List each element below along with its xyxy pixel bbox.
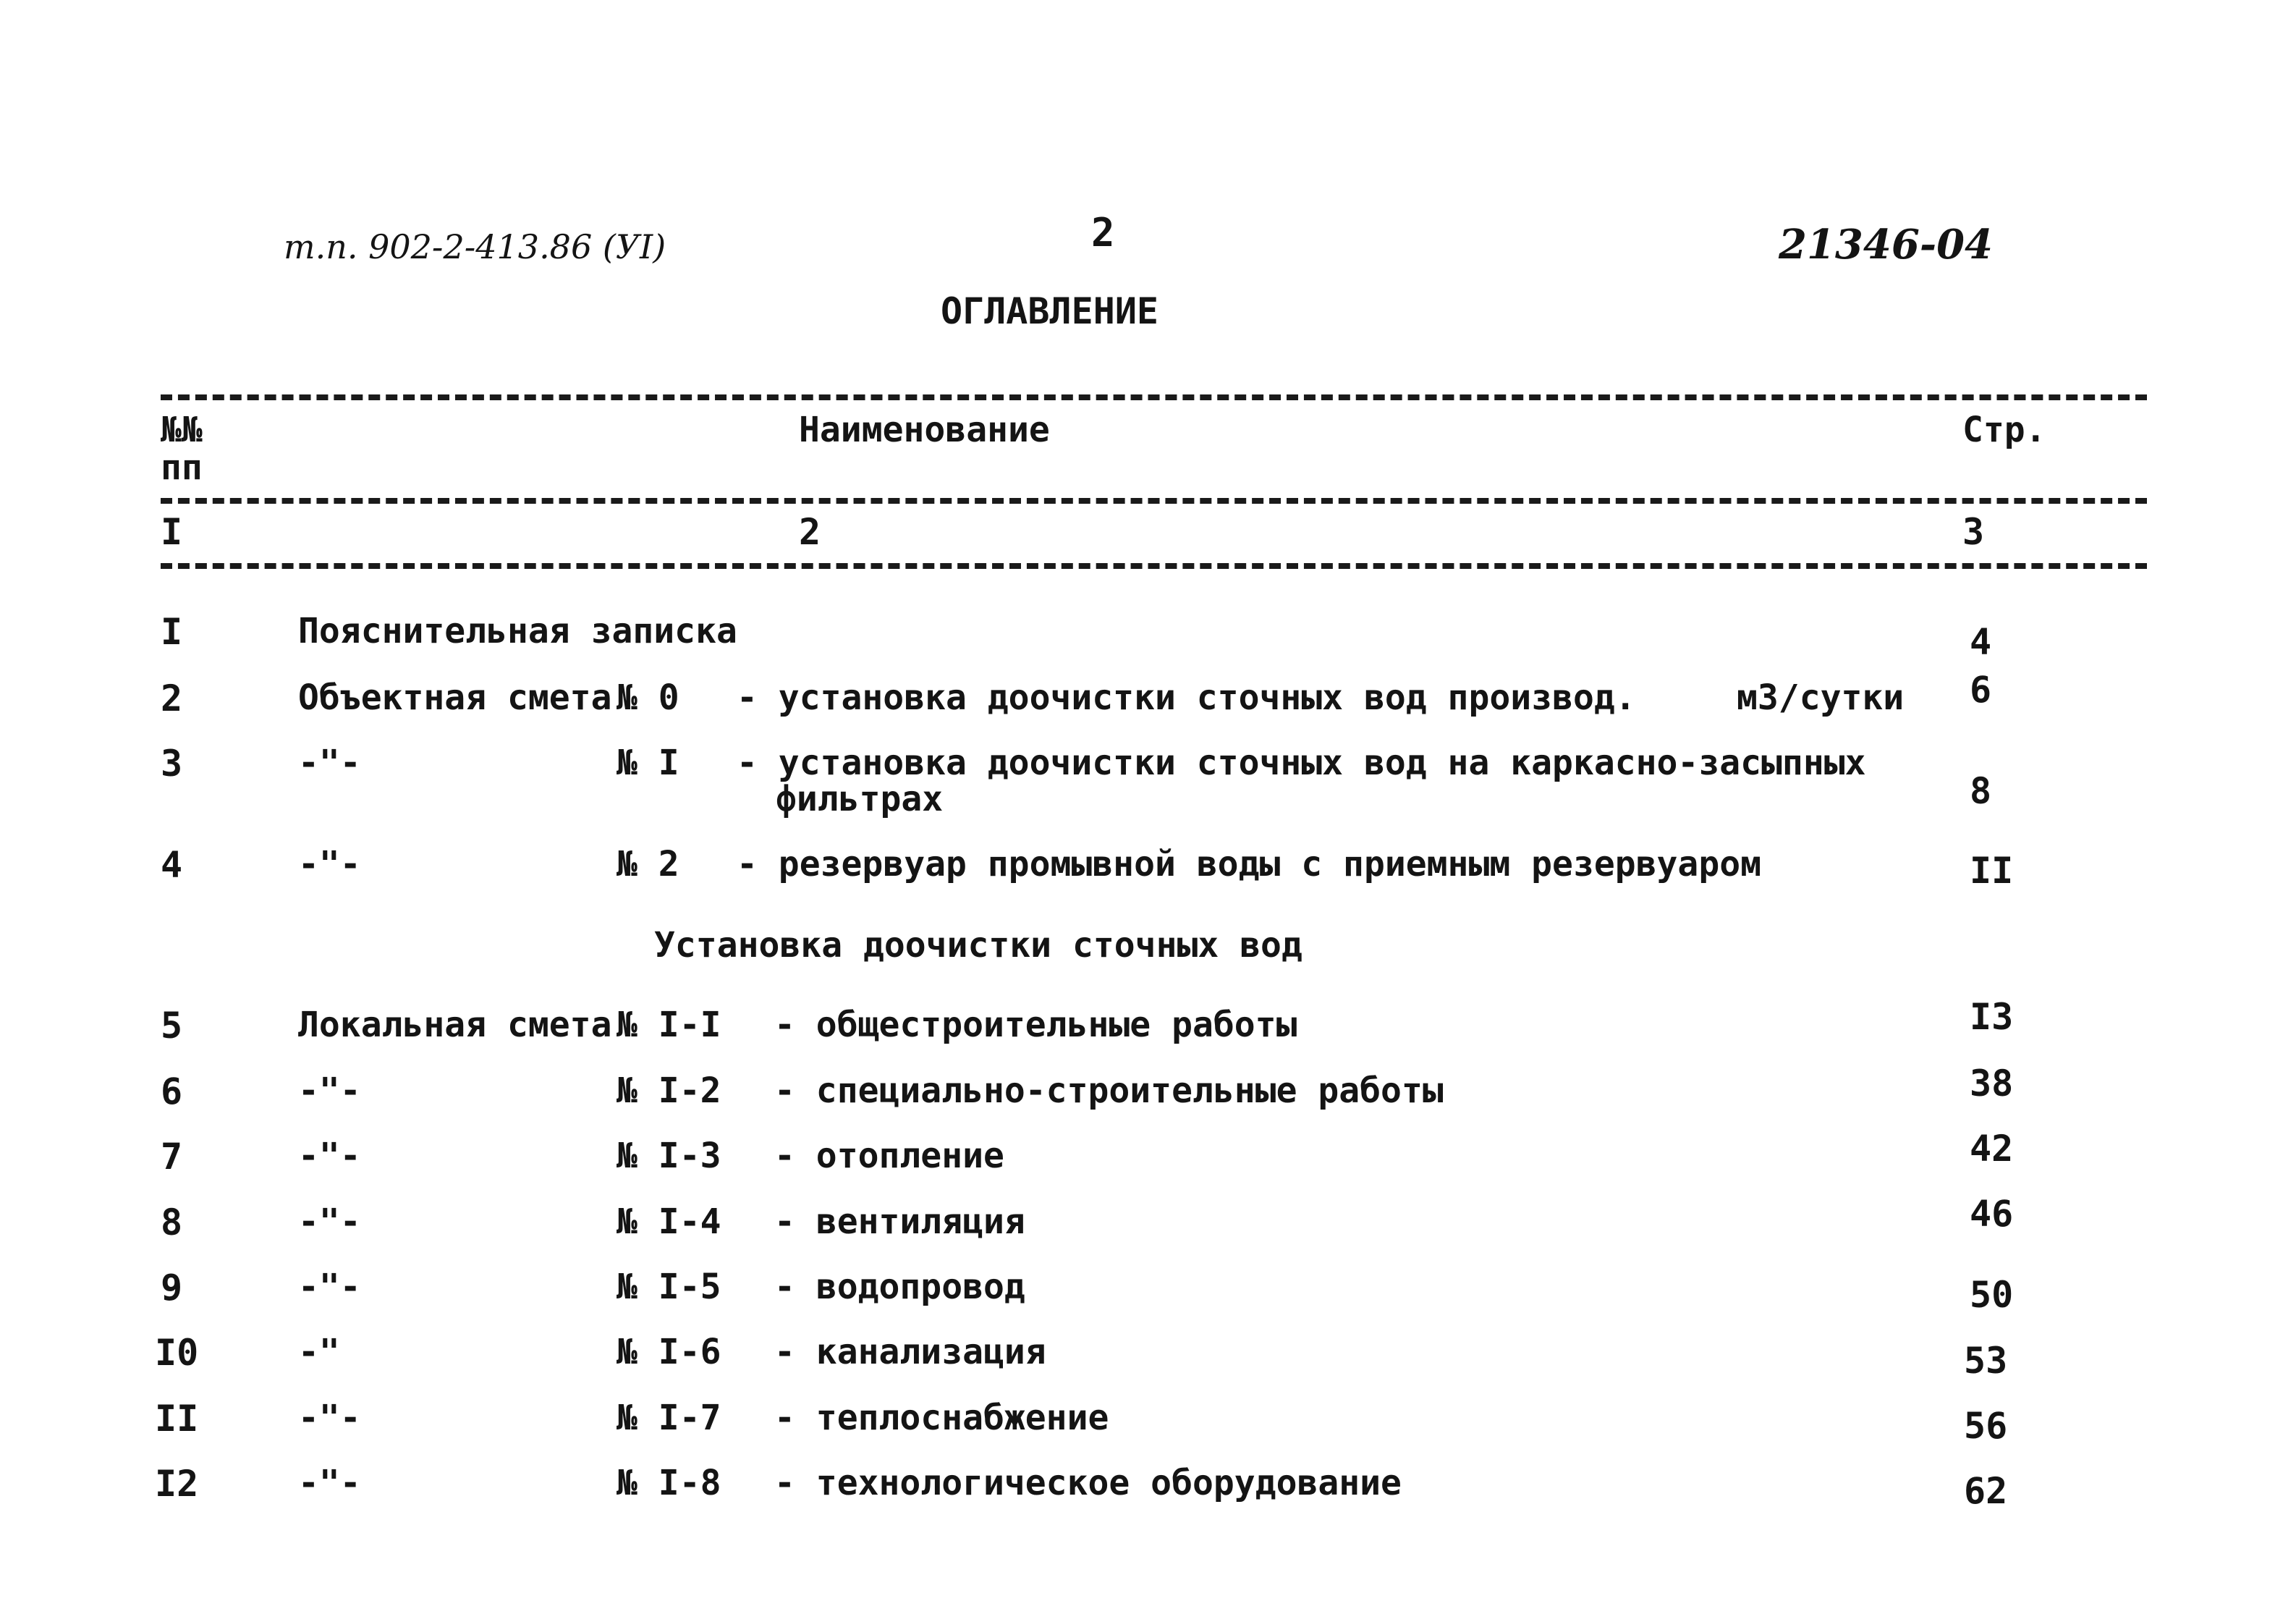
- row-page: II: [1970, 850, 2014, 892]
- row-page: 53: [1964, 1340, 2008, 1382]
- row-document: Пояснительная записка: [298, 611, 737, 651]
- row-estimate-no: № I-4: [617, 1201, 721, 1242]
- row-description-continued: фильтрах: [776, 779, 944, 819]
- column-header-number-line1: №№: [161, 410, 203, 450]
- row-document: -": [298, 1332, 340, 1372]
- row-description: - технологическое оборудование: [774, 1463, 1402, 1503]
- section-heading: Установка доочистки сточных вод: [654, 925, 1302, 966]
- row-estimate-no: № 0: [617, 677, 679, 718]
- column-header-number-line2: пп: [161, 447, 203, 488]
- row-estimate-no: № I-5: [617, 1267, 721, 1307]
- row-description: - резервуар промывной воды с приемным резервуаром: [737, 844, 1762, 884]
- row-number: 7: [161, 1136, 183, 1178]
- row-capacity-unit: м3/сутки: [1737, 677, 1905, 718]
- row-page: 42: [1970, 1128, 2014, 1170]
- page-title: ОГЛАВЛЕНИЕ: [941, 290, 1159, 332]
- row-number: II: [155, 1398, 199, 1440]
- row-estimate-no: № I: [617, 743, 679, 783]
- column-index-3: 3: [1962, 511, 1985, 553]
- column-index-1: I: [161, 511, 183, 553]
- row-document: -"-: [298, 844, 361, 884]
- row-document: -"-: [298, 1463, 361, 1503]
- row-number: 9: [161, 1267, 183, 1309]
- row-estimate-no: № I-8: [617, 1463, 721, 1503]
- column-header-page: Стр.: [1962, 410, 2046, 450]
- row-description: - специально-строительные работы: [774, 1070, 1444, 1111]
- row-estimate-no: № I-3: [617, 1136, 721, 1176]
- row-number: I2: [155, 1463, 199, 1505]
- index-rule: [161, 563, 2147, 569]
- row-number: I0: [155, 1332, 199, 1374]
- row-estimate-no: № 2: [617, 844, 679, 884]
- row-page: 38: [1970, 1063, 2014, 1104]
- row-page: 4: [1970, 621, 1992, 663]
- row-description: - вентиляция: [774, 1201, 1025, 1242]
- row-number: I: [161, 611, 183, 653]
- row-document: Объектная смета: [298, 677, 612, 718]
- row-page: 46: [1970, 1193, 2014, 1235]
- header-rule: [161, 498, 2147, 504]
- row-document: -"-: [298, 743, 361, 783]
- page-number: 2: [1091, 210, 1115, 255]
- row-page: 62: [1964, 1470, 2008, 1512]
- row-document: -"-: [298, 1201, 361, 1242]
- row-description: - установка доочистки сточных вод на каркасно-засыпных: [737, 743, 1866, 783]
- row-description: - отопление: [774, 1136, 1004, 1176]
- row-document: -"-: [298, 1267, 361, 1307]
- row-page: 6: [1970, 669, 1992, 711]
- row-number: 6: [161, 1070, 183, 1112]
- row-estimate-no: № I-I: [617, 1005, 721, 1045]
- row-estimate-no: № I-7: [617, 1398, 721, 1438]
- row-description: - канализация: [774, 1332, 1046, 1372]
- row-document: -"-: [298, 1398, 361, 1438]
- row-description: - установка доочистки сточных вод производ.: [737, 677, 1636, 718]
- column-index-2: 2: [799, 511, 821, 553]
- row-estimate-no: № I-6: [617, 1332, 721, 1372]
- column-header-name: Наименование: [799, 410, 1050, 450]
- row-document: Локальная смета: [298, 1005, 612, 1045]
- row-number: 4: [161, 844, 183, 886]
- row-document: -"-: [298, 1070, 361, 1111]
- row-page: 56: [1964, 1405, 2008, 1447]
- row-number: 5: [161, 1005, 183, 1047]
- row-description: - теплоснабжение: [774, 1398, 1109, 1438]
- row-number: 3: [161, 743, 183, 785]
- row-number: 2: [161, 677, 183, 719]
- row-page: 50: [1970, 1274, 2014, 1316]
- row-number: 8: [161, 1201, 183, 1243]
- table-top-rule: [161, 394, 2147, 400]
- row-document: -"-: [298, 1136, 361, 1176]
- inventory-number: 21346-04: [1779, 221, 1993, 269]
- row-description: - водопровод: [774, 1267, 1025, 1307]
- row-estimate-no: № I-2: [617, 1070, 721, 1111]
- row-page: 8: [1970, 770, 1992, 812]
- row-description: - общестроительные работы: [774, 1005, 1297, 1045]
- document-code: т.п. 902-2-413.86 (УI): [284, 227, 666, 266]
- row-page: I3: [1970, 996, 2014, 1038]
